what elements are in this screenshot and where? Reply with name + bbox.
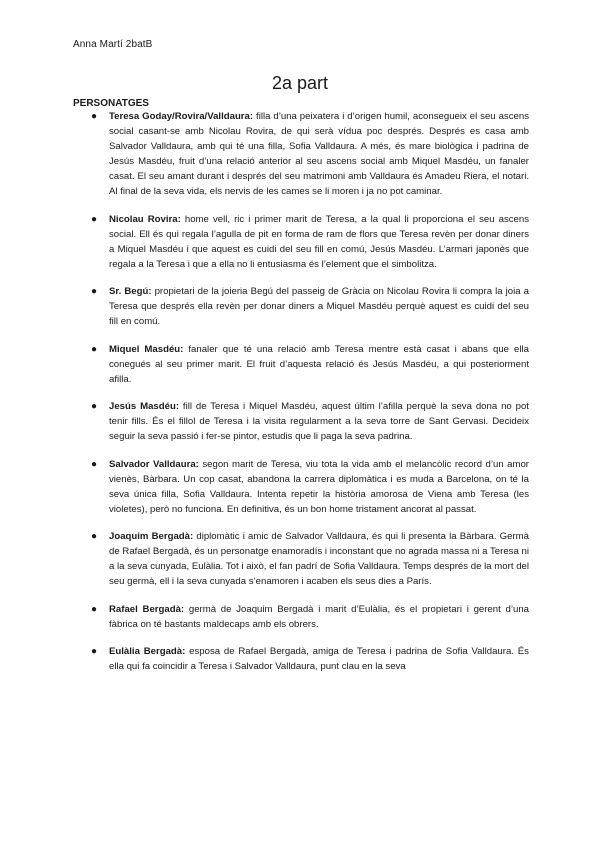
bullet-icon: ● <box>91 603 98 615</box>
bullet-icon: ● <box>91 343 98 355</box>
page-title: 2a part <box>271 73 329 93</box>
character-description: segon marit de Teresa, viu tota la vida amb el melancòlic record d’un amor vienès, Bàrbara. Un cop casat, abandona la carrera diplomàtica i es muda a Barcelona, on té la seva única filla, Sofia Valldaura. Intenta repetir la història amorosa de Viena amb Teresa (les violetes), però no funciona. En definitiva, és un bon home tristament ancorat al passat. <box>109 458 529 515</box>
character-name: Joaquim Bergadà: <box>109 531 194 542</box>
character-list <box>91 109 530 687</box>
bullet-icon: ● <box>91 646 98 657</box>
list-item <box>91 602 529 632</box>
character-description: filla d’una peixatera i d’origen humil, aconsegueix el seu ascens social casant-se amb Nicolau Rovira, de qui serà vídua poc després. Després es casa amb Salvador Valldaura, amb qui té una filla, Sofia Valldaura. A més, és mare biològica i padrina de Jesús Masdéu, fruit d’una relació anterior al seu ascens social amb Miquel Masdéu, un fanaler casat. El seu amant durant i després del seu matrimoni amb Valldaura és Amadeu Riera, el notari. Al final de la seva vida, els nervis de les cames se li moren i ja no pot caminar. <box>109 111 529 197</box>
character-name: Eulàlia Bergadà: <box>109 646 186 657</box>
character-description: fanaler que té una relació amb Teresa mentre està casat i abans que ella conegués al seu primer marit. El fruit d’aquesta relació és Jesús Masdéu, a qui posteriorment afilla. <box>109 343 529 385</box>
section-title: PERSONATGES <box>73 98 149 109</box>
list-item <box>91 399 529 444</box>
list-item <box>91 342 529 387</box>
bullet-icon: ● <box>91 111 98 122</box>
bullet-icon: ● <box>91 531 98 542</box>
bullet-icon: ● <box>91 213 98 225</box>
character-name: Salvador Valldaura: <box>109 458 199 470</box>
character-name: Miquel Masdéu: <box>109 343 184 355</box>
list-item <box>91 529 529 589</box>
character-description: propietari de la joieria Begú del passeig de Gràcia on Nicolau Rovira li compra la joia a Teresa que després ella revèn per donar diners a Miquel Masdéu perquè aquest es cuidi del seu fill en comú. <box>109 286 529 327</box>
character-name: Jesús Masdéu: <box>109 401 180 412</box>
list-item <box>91 284 529 329</box>
list-item <box>91 644 529 674</box>
character-name: Sr. Begú: <box>109 286 152 297</box>
character-description: germà de Joaquim Bergadà i marit d’Eulàlia, és el propietari i gerent d’una fàbrica on té bastants maldecaps amb els obrers. <box>109 603 529 630</box>
character-description: diplomàtic i amic de Salvador Valldaura, és qui li presenta la Bàrbara. Germà de Rafael Bergadà, és un personatge enamoradís i inconstant que no agrada massa ni a Teresa ni a la seva cunyada, Eulàlia. Tot i això, el fan padrí de Sofia Valldaura. Temps després de la mort del seu germà, ell i la seva cunyada s’enamoren i acaben els seus dies a París. <box>109 531 529 587</box>
list-item <box>91 457 529 517</box>
character-description: fill de Teresa i Miquel Masdéu, aquest últim l’afilla perquè la seva dona no pot tenir fills. És el fillol de Teresa i la visita regularment a la seva torre de Sant Gervasi. Decideix seguir la seva passió i fer-se pintor, estudis que li paga la seva padrina. <box>109 401 529 442</box>
list-item <box>91 109 529 199</box>
bullet-icon: ● <box>91 401 98 412</box>
character-name: Rafael Bergadà: <box>109 603 185 615</box>
bullet-icon: ● <box>91 286 98 297</box>
list-item <box>91 212 530 272</box>
character-name: Nicolau Rovira: <box>109 213 181 225</box>
character-name: Teresa Goday/Rovira/Valldaura: <box>109 111 254 122</box>
bullet-icon: ● <box>91 458 98 470</box>
character-description: home vell, ric i primer marit de Teresa, a la qual li proporciona el seu ascens social. Ell és qui regala l’agulla de pit en forma de ram de flors que Teresa revèn per donar diners a Miquel Masdéu i que aquest es cuidi del seu fill en comú, Jesús Masdéu. L’armari japonès que regala a la Teresa i que a ella no li entusiasma és l’element que el simbolitza. <box>109 213 530 270</box>
character-description: esposa de Rafael Bergadà, amiga de Teresa i padrina de Sofia Valldaura. És ella qui fa coincidir a Teresa i Salvador Valldaura, punt clau en la seva <box>109 646 529 672</box>
author-header: Anna Martí 2batB <box>73 39 153 50</box>
